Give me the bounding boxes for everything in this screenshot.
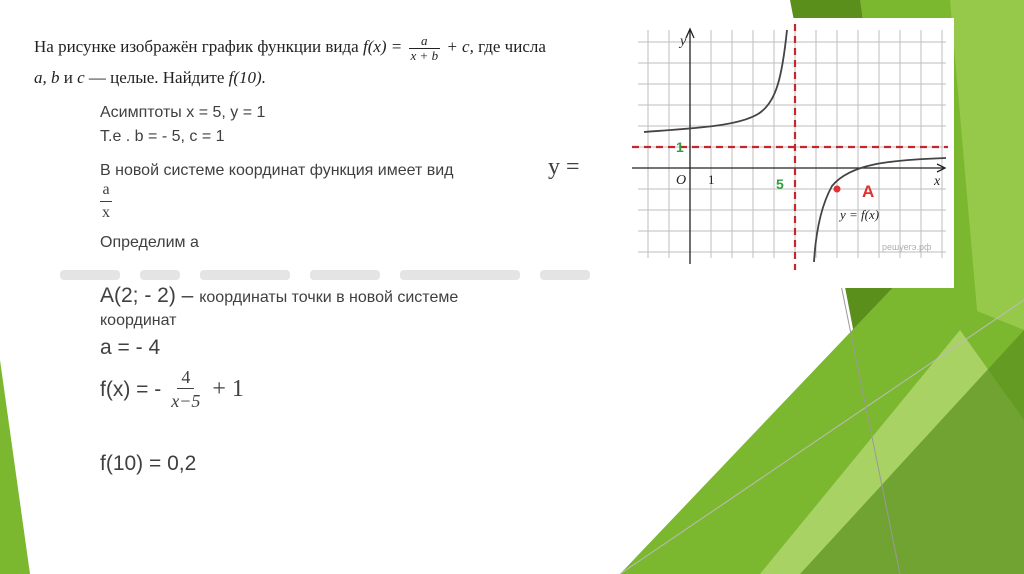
point-coords-big: А(2; - 2) – (100, 284, 194, 307)
point-a-marker (834, 186, 841, 193)
y-axis-label: y (680, 34, 687, 49)
new-system-line: В новой системе координат функция имеет вид (100, 162, 454, 179)
a-over-x-numerator: a (102, 181, 110, 198)
problem-intro: На рисунке изображён график функции вида (34, 37, 359, 56)
function-graph (628, 18, 954, 288)
problem-find: f(10). (228, 67, 266, 87)
asymptotes-line: Асимптоты x = 5, y = 1 (100, 104, 266, 121)
a-over-x-fraction (100, 181, 112, 222)
fx-tail: + 1 (212, 376, 244, 402)
problem-fraction (409, 34, 441, 63)
a-over-x-denominator: x (102, 204, 110, 221)
determine-line: Определим а (100, 234, 199, 251)
fx-fraction (167, 366, 204, 413)
fraction-denominator: x + b (410, 47, 439, 63)
point-coords-text-2: координат (100, 312, 177, 329)
problem-and: и (63, 67, 73, 87)
x-tick-5: 5 (776, 176, 784, 192)
te-line: Т.е . b = - 5, c = 1 (100, 128, 225, 145)
x-tick-1: 1 (708, 172, 715, 187)
problem-where: где числа (478, 37, 546, 56)
point-a-label: A (862, 182, 875, 201)
origin-label: O (676, 173, 687, 188)
fx-denominator: x−5 (171, 391, 201, 411)
fraction-numerator: a (409, 34, 441, 49)
graph-svg (628, 18, 954, 288)
curve-left-branch (644, 30, 787, 132)
point-coords-text: координаты точки в новой системе (199, 289, 459, 306)
problem-var-c: c (77, 67, 85, 87)
y-equals: y = (548, 154, 580, 180)
point-coords-line (100, 284, 458, 308)
fx-lhs: f(x) = - (100, 377, 162, 401)
problem-vars: a, b (34, 67, 60, 87)
y-tick-1: 1 (676, 139, 684, 155)
a-value-line: а = - 4 (100, 336, 161, 359)
x-axis-label: x (934, 174, 941, 189)
problem-func-lhs: f(x) = (362, 37, 403, 56)
fx-formula (100, 366, 244, 413)
answer-line: f(10) = 0,2 (100, 452, 197, 475)
problem-rest: — целые. Найдите (88, 67, 225, 87)
fx-numerator: 4 (177, 366, 194, 389)
problem-func-tail: + c, (446, 37, 474, 56)
watermark: решуегэ.рф (882, 242, 932, 252)
curve-label: y = f(x) (840, 207, 880, 222)
